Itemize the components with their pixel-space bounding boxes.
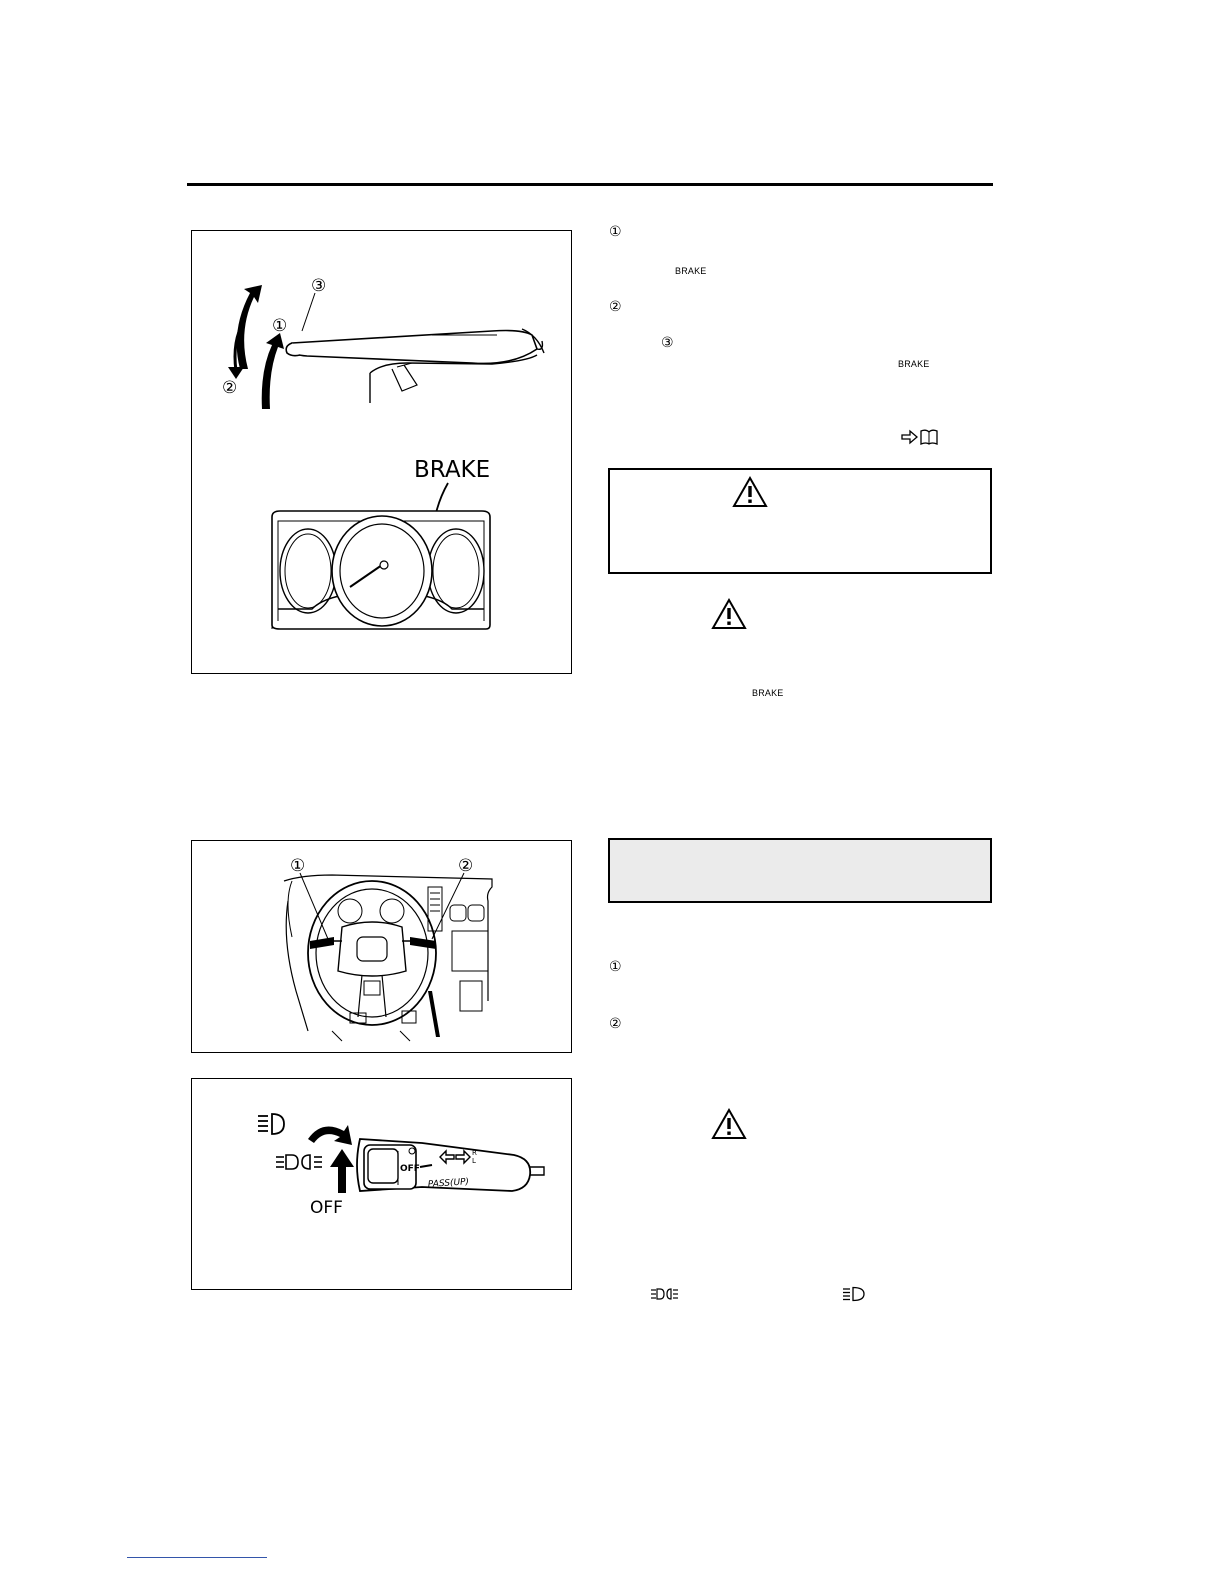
- fig3-switch-r: R: [472, 1149, 477, 1157]
- section-heading-box: [608, 838, 992, 903]
- fig1-label-3: ③: [311, 276, 327, 296]
- footer-link-underline: [127, 1557, 267, 1558]
- page-reference-icon: [900, 428, 942, 446]
- figure-steering-switches: [191, 840, 572, 1053]
- high-beam-icon: [258, 1114, 284, 1134]
- step-2-marker: ②: [609, 299, 622, 315]
- fig1-label-1: ①: [272, 316, 288, 336]
- item-1-marker: ①: [609, 959, 622, 975]
- figure-parking-brake: [191, 230, 572, 674]
- step-1-marker: ①: [609, 224, 622, 240]
- parking-brake-illustration: [192, 231, 570, 671]
- high-beam-icon: [842, 1286, 868, 1302]
- figure-light-switch: [191, 1078, 572, 1290]
- fig1-label-2: ②: [222, 378, 238, 398]
- step-3-marker: ③: [661, 335, 674, 351]
- fig3-switch-pass: PASS(UP): [427, 1177, 470, 1190]
- brake-tag-3: BRAKE: [752, 688, 784, 698]
- low-beam-icon: [650, 1287, 680, 1301]
- warning-triangle-icon: [732, 476, 768, 508]
- item-2-marker: ②: [609, 1016, 622, 1032]
- header-rule: [187, 183, 993, 186]
- warning-triangle-icon: [711, 1108, 747, 1140]
- warning-box: [608, 468, 992, 574]
- fig3-switch-l: L: [472, 1157, 476, 1165]
- warning-triangle-icon: [711, 598, 747, 630]
- fig3-switch-off: OFF: [400, 1164, 420, 1174]
- fig2-label-2: ②: [458, 856, 474, 876]
- fig2-label-1: ①: [290, 856, 306, 876]
- fig3-off-label: OFF: [310, 1198, 343, 1218]
- low-beam-icon: [276, 1155, 322, 1169]
- steering-wheel-illustration: [192, 841, 570, 1051]
- brake-tag-1: BRAKE: [675, 266, 707, 276]
- light-switch-illustration: [192, 1079, 570, 1287]
- fig1-brake-label: BRAKE: [414, 457, 491, 483]
- brake-tag-2: BRAKE: [898, 359, 930, 369]
